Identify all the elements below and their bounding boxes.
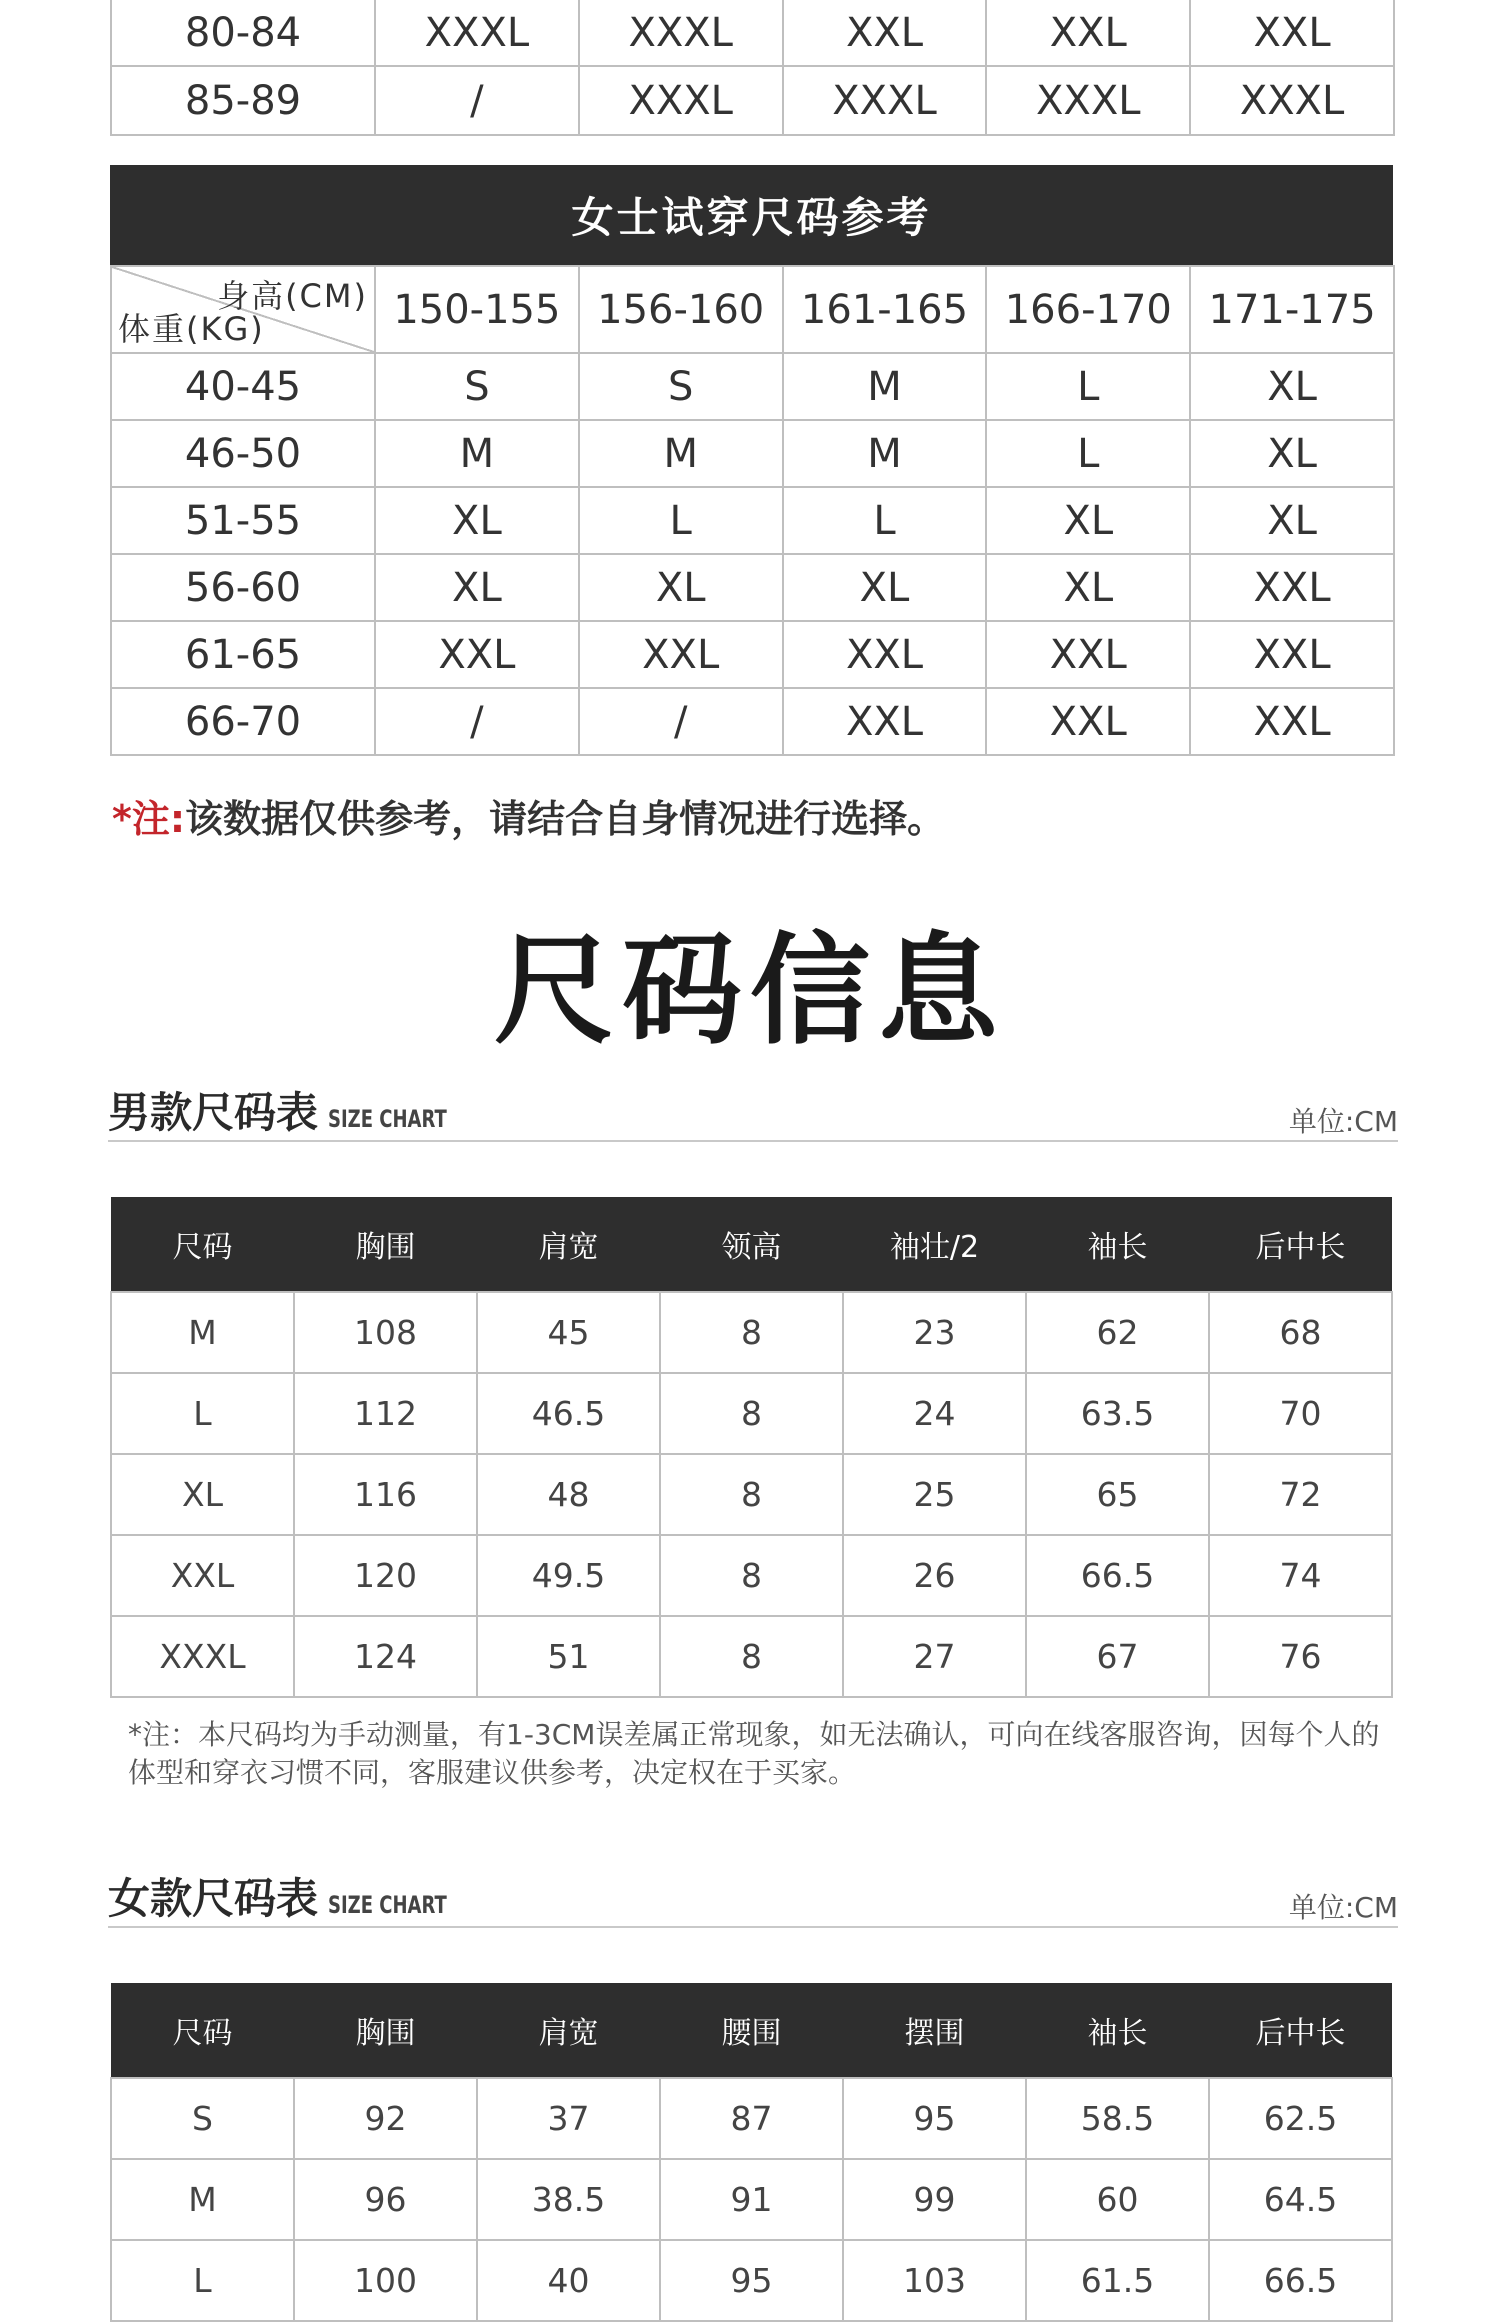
table-cell: 58.5	[1026, 2078, 1209, 2159]
size-cell: L	[783, 487, 987, 554]
table-cell: 116	[294, 1454, 477, 1535]
size-cell: XL	[1190, 487, 1394, 554]
column-header: 胸围	[294, 1983, 477, 2078]
size-cell: XL	[986, 487, 1190, 554]
weight-range-cell: 40-45	[111, 353, 375, 420]
column-header: 肩宽	[477, 1197, 660, 1292]
weight-range-cell: 46-50	[111, 420, 375, 487]
table-row	[111, 1373, 1392, 1454]
size-cell: XXXL	[375, 0, 579, 66]
weight-axis-label: 体重(KG)	[118, 310, 265, 348]
men-chart-header	[108, 1080, 1398, 1142]
table-cell: 112	[294, 1373, 477, 1454]
table-row	[111, 0, 1394, 66]
women-chart-header	[108, 1866, 1398, 1928]
note-mark: *注:	[112, 797, 186, 841]
size-cell: L	[986, 353, 1190, 420]
size-cell: /	[375, 66, 579, 135]
table-cell: 40	[477, 2240, 660, 2321]
size-cell: XXL	[986, 688, 1190, 755]
men-tryon-table	[110, 0, 1395, 136]
height-axis-label: 身高(CM)	[217, 277, 368, 315]
table-cell: 70	[1209, 1373, 1392, 1454]
table-cell: S	[111, 2078, 294, 2159]
table-row	[111, 688, 1394, 755]
column-header: 袖长	[1026, 1983, 1209, 2078]
table-cell: 61.5	[1026, 2240, 1209, 2321]
size-cell: XXXL	[579, 66, 783, 135]
size-cell: M	[579, 420, 783, 487]
column-header: 后中长	[1209, 1983, 1392, 2078]
size-cell: XXL	[986, 0, 1190, 66]
table-cell: M	[111, 2159, 294, 2240]
table-cell: 65	[1026, 1454, 1209, 1535]
size-cell: XXL	[783, 621, 987, 688]
table-row	[111, 2159, 1392, 2240]
column-header: 袖长	[1026, 1197, 1209, 1292]
table-cell: 23	[843, 1292, 1026, 1373]
size-cell: XXXL	[783, 66, 987, 135]
table-cell: 38.5	[477, 2159, 660, 2240]
men-chart-unit: 单位:CM	[1288, 1105, 1398, 1138]
table-cell: 45	[477, 1292, 660, 1373]
women-chart-subtitle: SIZE CHART	[328, 1891, 447, 1919]
height-range-header: 161-165	[783, 266, 987, 353]
size-cell: XXL	[1190, 0, 1394, 66]
table-cell: L	[111, 2240, 294, 2321]
table-cell: 95	[660, 2240, 843, 2321]
size-cell: XXL	[783, 0, 987, 66]
table-cell: L	[111, 1373, 294, 1454]
size-cell: XXL	[1190, 688, 1394, 755]
size-cell: XXL	[1190, 621, 1394, 688]
women-size-header-row	[111, 1983, 1392, 2078]
height-range-header: 156-160	[579, 266, 783, 353]
table-cell: 95	[843, 2078, 1026, 2159]
table-cell: 100	[294, 2240, 477, 2321]
weight-range-cell: 66-70	[111, 688, 375, 755]
men-chart-title: 男款尺码表	[108, 1088, 319, 1137]
table-cell: 96	[294, 2159, 477, 2240]
table-cell: 92	[294, 2078, 477, 2159]
table-row	[111, 487, 1394, 554]
column-header: 胸围	[294, 1197, 477, 1292]
weight-range-cell: 85-89	[111, 66, 375, 135]
table-cell: 8	[660, 1373, 843, 1454]
column-header: 后中长	[1209, 1197, 1392, 1292]
women-tryon-title: 女士试穿尺码参考	[110, 165, 1393, 265]
height-range-header: 166-170	[986, 266, 1190, 353]
size-cell: L	[986, 420, 1190, 487]
table-cell: 91	[660, 2159, 843, 2240]
size-cell: /	[375, 688, 579, 755]
weight-range-cell: 51-55	[111, 487, 375, 554]
size-cell: M	[783, 353, 987, 420]
table-cell: XXXL	[111, 1616, 294, 1697]
table-row	[111, 1616, 1392, 1697]
size-cell: M	[783, 420, 987, 487]
table-cell: 72	[1209, 1454, 1392, 1535]
size-cell: XXXL	[986, 66, 1190, 135]
size-cell: S	[579, 353, 783, 420]
table-cell: 124	[294, 1616, 477, 1697]
table-cell: 68	[1209, 1292, 1392, 1373]
column-header: 尺码	[111, 1983, 294, 2078]
women-tryon-block	[110, 165, 1393, 756]
table-row	[111, 1292, 1392, 1373]
table-cell: 24	[843, 1373, 1026, 1454]
table-cell: 74	[1209, 1535, 1392, 1616]
table-cell: 8	[660, 1535, 843, 1616]
women-chart-title: 女款尺码表	[108, 1874, 319, 1923]
size-cell: S	[375, 353, 579, 420]
table-cell: 67	[1026, 1616, 1209, 1697]
men-chart-subtitle: SIZE CHART	[328, 1105, 447, 1133]
size-cell: XXL	[986, 621, 1190, 688]
table-row	[111, 2078, 1392, 2159]
table-cell: 37	[477, 2078, 660, 2159]
table-cell: 64.5	[1209, 2159, 1392, 2240]
women-chart-unit: 单位:CM	[1288, 1891, 1398, 1924]
table-row	[111, 554, 1394, 621]
column-header: 摆围	[843, 1983, 1026, 2078]
men-size-header-row	[111, 1197, 1392, 1292]
table-cell: XL	[111, 1454, 294, 1535]
size-cell: XL	[1190, 353, 1394, 420]
size-cell: XL	[1190, 420, 1394, 487]
measurement-note: *注：本尺码均为手动测量，有1-3CM误差属正常现象，如无法确认，可向在线客服咨询，因每个人的体型和穿衣习惯不同，客服建议供参考，决定权在于买家。	[128, 1718, 1380, 1789]
men-size-table	[110, 1197, 1393, 1698]
size-cell: XL	[986, 554, 1190, 621]
column-header: 袖壮/2	[843, 1197, 1026, 1292]
tryon-note	[112, 788, 945, 843]
table-cell: 62	[1026, 1292, 1209, 1373]
women-size-table	[110, 1983, 1393, 2322]
height-range-header: 171-175	[1190, 266, 1394, 353]
table-cell: 25	[843, 1454, 1026, 1535]
column-header: 领高	[660, 1197, 843, 1292]
size-info-title: 尺码信息	[494, 922, 1006, 1061]
size-cell: XXXL	[1190, 66, 1394, 135]
size-cell: XL	[375, 554, 579, 621]
table-cell: 8	[660, 1454, 843, 1535]
corner-header-cell	[111, 266, 375, 353]
table-cell: 62.5	[1209, 2078, 1392, 2159]
size-cell: XXL	[783, 688, 987, 755]
table-row	[111, 1454, 1392, 1535]
table-cell: 49.5	[477, 1535, 660, 1616]
size-cell: /	[579, 688, 783, 755]
weight-range-cell: 56-60	[111, 554, 375, 621]
size-cell: M	[375, 420, 579, 487]
table-cell: 87	[660, 2078, 843, 2159]
table-cell: 99	[843, 2159, 1026, 2240]
table-cell: 60	[1026, 2159, 1209, 2240]
table-cell: 8	[660, 1292, 843, 1373]
table-cell: 46.5	[477, 1373, 660, 1454]
column-header: 肩宽	[477, 1983, 660, 2078]
size-cell: XL	[783, 554, 987, 621]
table-cell: 120	[294, 1535, 477, 1616]
table-cell: 66.5	[1026, 1535, 1209, 1616]
size-cell: XL	[375, 487, 579, 554]
size-cell: XXXL	[579, 0, 783, 66]
table-cell: 63.5	[1026, 1373, 1209, 1454]
women-tryon-header-row	[111, 266, 1394, 353]
table-cell: M	[111, 1292, 294, 1373]
column-header: 尺码	[111, 1197, 294, 1292]
size-cell: XXL	[1190, 554, 1394, 621]
table-row	[111, 66, 1394, 135]
table-row	[111, 420, 1394, 487]
table-cell: 51	[477, 1616, 660, 1697]
table-row	[111, 353, 1394, 420]
size-cell: XL	[579, 554, 783, 621]
column-header: 腰围	[660, 1983, 843, 2078]
height-range-header: 150-155	[375, 266, 579, 353]
table-cell: 8	[660, 1616, 843, 1697]
table-cell: 27	[843, 1616, 1026, 1697]
table-cell: 26	[843, 1535, 1026, 1616]
table-row	[111, 2240, 1392, 2321]
weight-range-cell: 61-65	[111, 621, 375, 688]
table-row	[111, 1535, 1392, 1616]
table-row	[111, 621, 1394, 688]
table-cell: 103	[843, 2240, 1026, 2321]
weight-range-cell: 80-84	[111, 0, 375, 66]
table-cell: 76	[1209, 1616, 1392, 1697]
size-cell: XXL	[579, 621, 783, 688]
size-cell: XXL	[375, 621, 579, 688]
women-tryon-table	[110, 265, 1395, 756]
note-text: 该数据仅供参考，请结合自身情况进行选择。	[185, 797, 946, 841]
table-cell: XXL	[111, 1535, 294, 1616]
table-cell: 48	[477, 1454, 660, 1535]
size-cell: L	[579, 487, 783, 554]
table-cell: 108	[294, 1292, 477, 1373]
table-cell: 66.5	[1209, 2240, 1392, 2321]
